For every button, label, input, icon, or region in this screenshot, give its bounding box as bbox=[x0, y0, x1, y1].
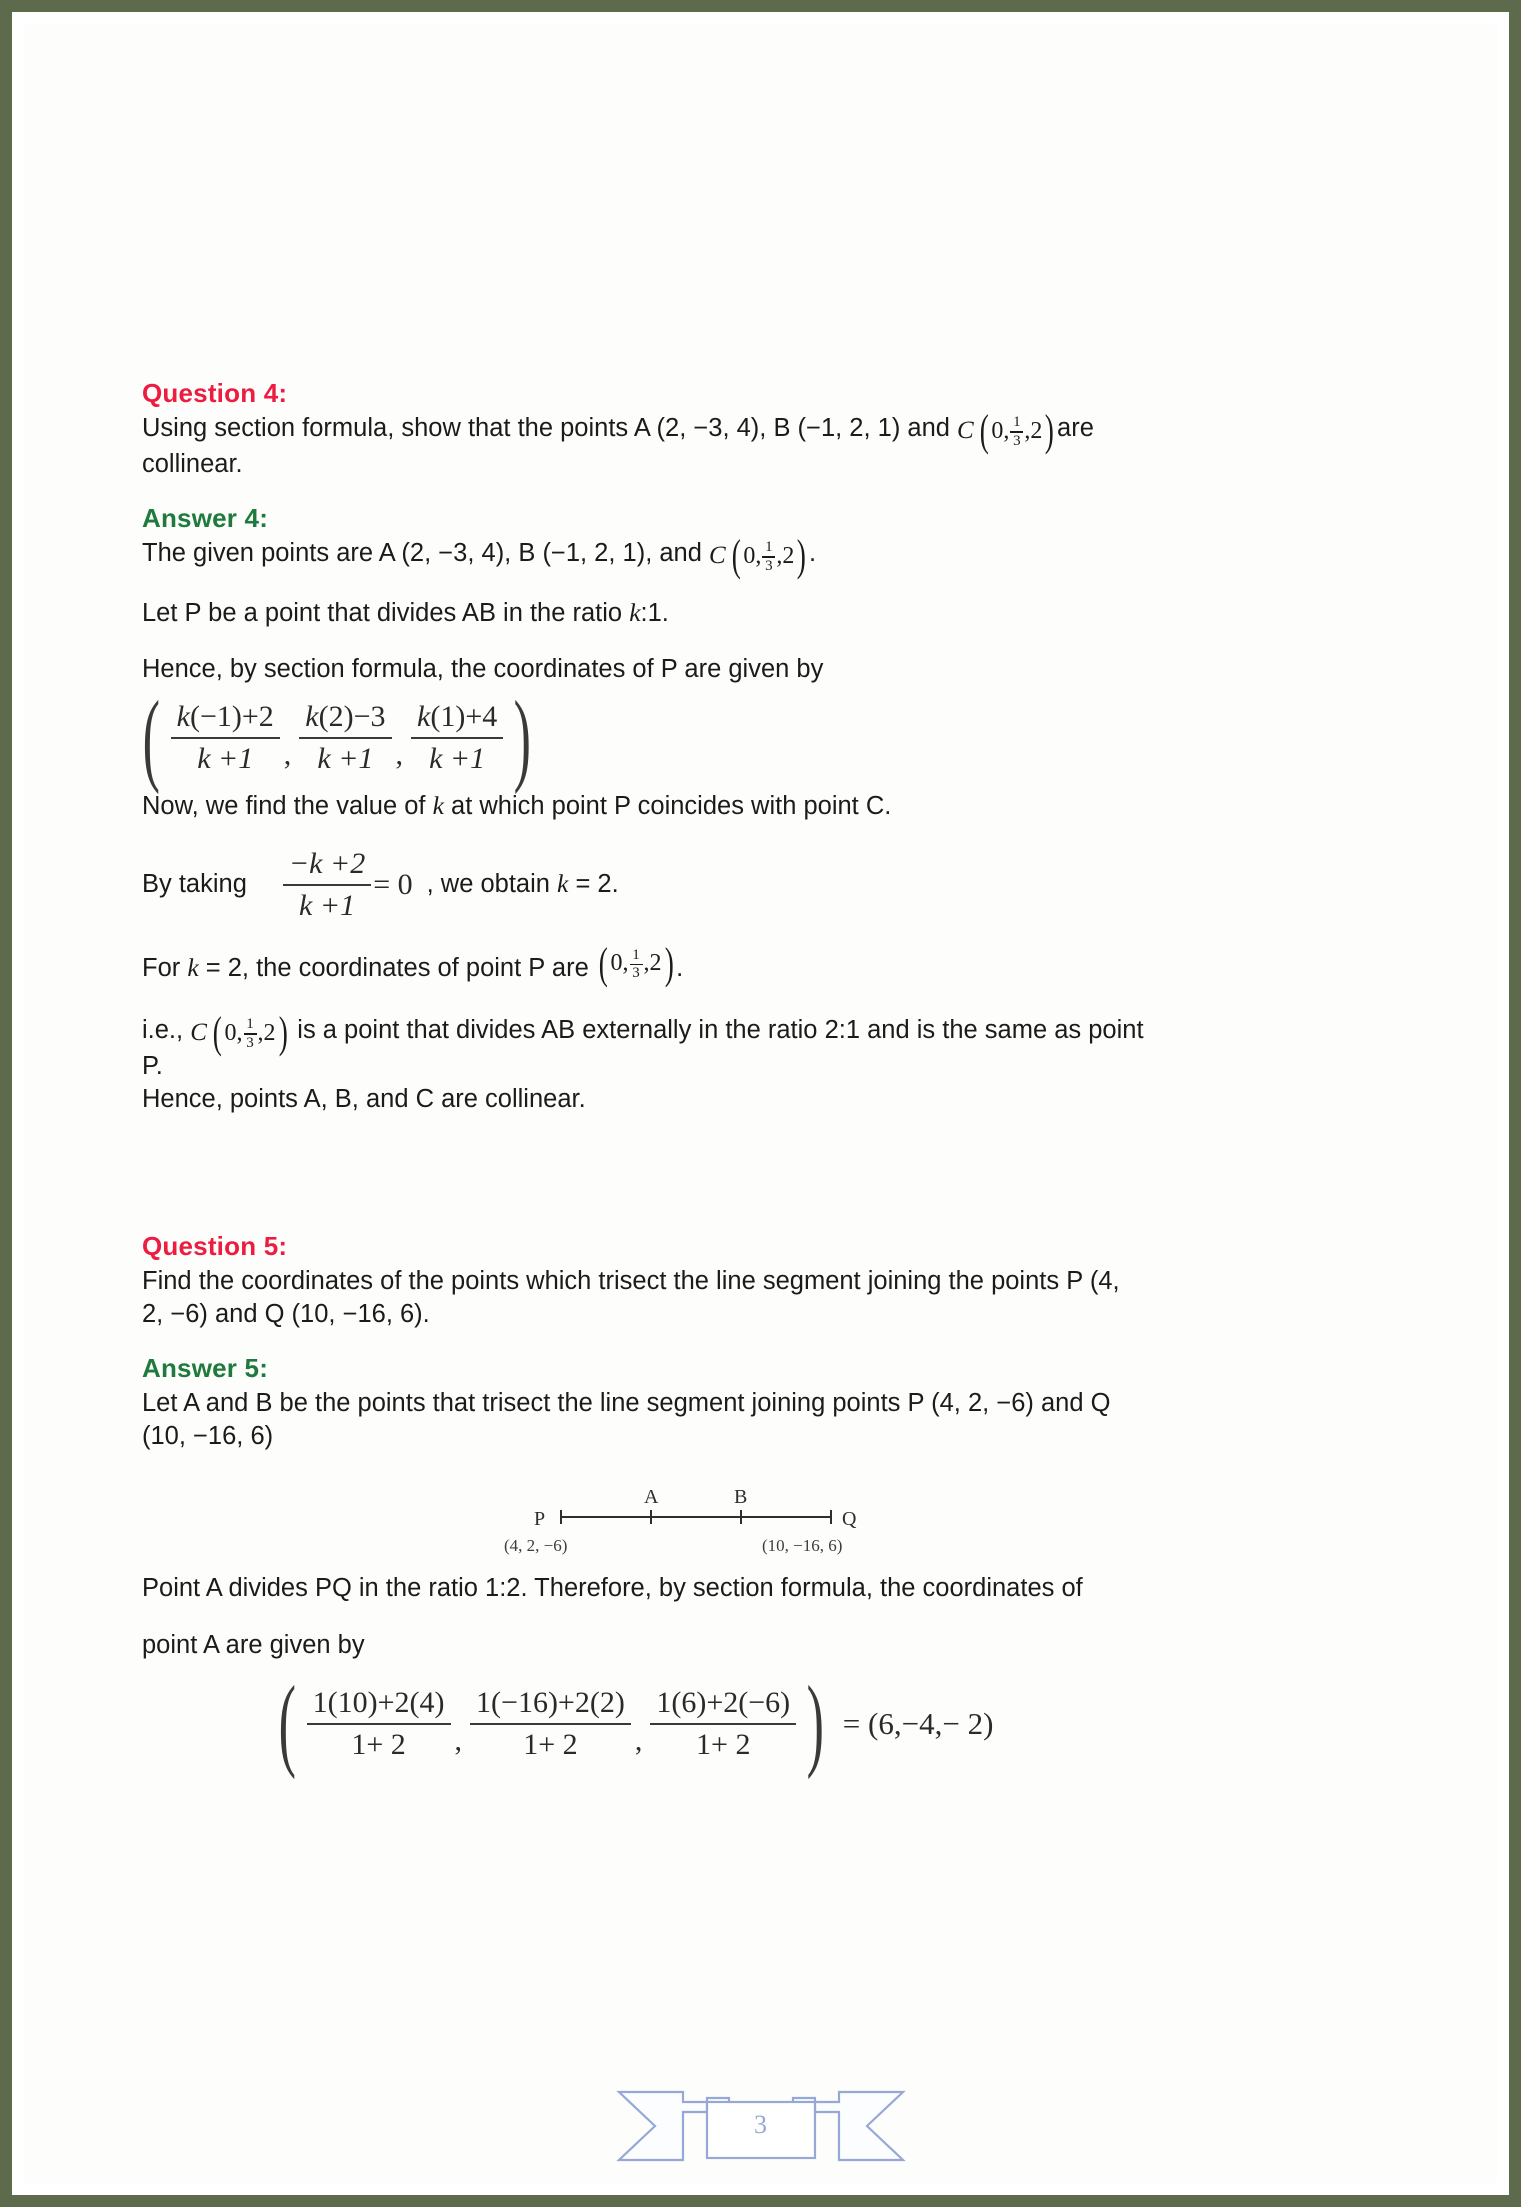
variable-k: k bbox=[187, 952, 199, 982]
answer-4-line-2 bbox=[142, 597, 1432, 630]
close-paren-icon: ) bbox=[664, 938, 674, 988]
formula3-term-z bbox=[650, 1686, 796, 1762]
trisect-segment-diagram bbox=[142, 1470, 1432, 1566]
formula3-term-x bbox=[307, 1686, 451, 1762]
point-a-section-formula bbox=[270, 1665, 1432, 1781]
fraction-denominator: 3 bbox=[246, 1034, 254, 1051]
equals-sign: = bbox=[842, 1705, 861, 1741]
open-paren-icon: ( bbox=[212, 1008, 222, 1058]
formula-term-y-numerator bbox=[299, 700, 391, 737]
fraction-denominator: 3 bbox=[765, 557, 773, 574]
question-4-text-part1: Using section formula, show that the points A (2, −3, 4), B (−1, 2, 1) and bbox=[142, 413, 958, 442]
label-p-coords: (4, 2, −6) bbox=[504, 1536, 568, 1556]
answer-4-line-1 bbox=[142, 531, 1432, 581]
ribbon-banner bbox=[611, 2076, 911, 2180]
c-first: 0, bbox=[224, 1019, 243, 1046]
answer-4-line-1-part1: The given points are A (2, −3, 4), B (−1, 2, 1), and bbox=[142, 539, 710, 568]
answer-4-line-6 bbox=[142, 938, 1432, 988]
answer-5-line-2: (10, −16, 6) bbox=[142, 1421, 274, 1450]
comma-separator: , bbox=[634, 1723, 643, 1757]
by-taking-label: By taking bbox=[142, 870, 247, 899]
formula3-term-x-denominator: 1+ 2 bbox=[351, 1727, 406, 1761]
period: . bbox=[676, 953, 684, 982]
formula3-term-z-denominator: 1+ 2 bbox=[696, 1727, 751, 1761]
we-obtain-text: , we obtain bbox=[426, 870, 558, 899]
c-last: ,2 bbox=[257, 1019, 276, 1046]
question-4-text-part2: are bbox=[1057, 413, 1094, 442]
formula3-term-y-denominator: 1+ 2 bbox=[523, 1727, 578, 1761]
answer-4-heading: Answer 4: bbox=[142, 503, 269, 534]
answer-4-line-2-part1: Let P be a point that divides AB in the ratio bbox=[142, 598, 630, 627]
comma-separator: , bbox=[454, 1723, 463, 1757]
fraction-one-third bbox=[244, 1017, 257, 1050]
fraction-one-third bbox=[762, 540, 775, 573]
c-point-notation-3 bbox=[190, 1008, 290, 1058]
c-last: ,2 bbox=[776, 542, 795, 569]
formula-term-z-numerator bbox=[411, 700, 503, 737]
c-first: 0, bbox=[743, 542, 762, 569]
c-label-3: C bbox=[190, 1019, 207, 1047]
question-4-heading: Question 4: bbox=[142, 378, 288, 408]
num-rest: (1)+4 bbox=[430, 700, 498, 734]
c-last: ,2 bbox=[1024, 417, 1043, 444]
answer-4-line-5-tail bbox=[427, 868, 619, 901]
p-tuple bbox=[611, 947, 662, 980]
comma-separator: , bbox=[395, 738, 404, 772]
fraction-one-third bbox=[630, 948, 643, 981]
question-5-line-1: Find the coordinates of the points which trisect the line segment joining the points P (4, bbox=[142, 1267, 1120, 1296]
c-tuple-3 bbox=[225, 1016, 276, 1049]
var-k: k bbox=[305, 700, 319, 734]
ratio-numerator: −k +2 bbox=[288, 846, 366, 880]
c-first: 0, bbox=[991, 417, 1010, 444]
fraction-denominator: 3 bbox=[1013, 432, 1021, 449]
c-point-notation-2 bbox=[709, 531, 809, 581]
tick-p bbox=[560, 1510, 562, 1524]
formula-term-z bbox=[411, 700, 503, 776]
formula-term-x bbox=[171, 700, 280, 776]
c-label-2: C bbox=[709, 542, 726, 570]
num-rest: (−1)+2 bbox=[189, 700, 274, 734]
formula-term-x-numerator bbox=[171, 700, 280, 737]
answer-4-line-1-part2: . bbox=[809, 539, 817, 568]
answer-5-line-3: Point A divides PQ in the ratio 1:2. Therefore, by section formula, the coordinates of bbox=[142, 1574, 1083, 1603]
formula3-term-z-numerator: 1(6)+2(−6) bbox=[656, 1685, 791, 1719]
variable-k: k bbox=[432, 791, 444, 821]
equals-zero: = 0 bbox=[373, 867, 413, 901]
open-paren-icon: ( bbox=[598, 938, 608, 988]
page-footer bbox=[24, 2076, 1497, 2180]
question-4-text-line2: collinear. bbox=[142, 449, 243, 478]
segment-line bbox=[560, 1516, 830, 1518]
label-q-coords: (10, −16, 6) bbox=[762, 1536, 843, 1556]
c-point-notation bbox=[957, 406, 1057, 456]
c-tuple bbox=[991, 414, 1042, 447]
answer-4-line-4-part2: at which point P coincides with point C. bbox=[443, 792, 892, 821]
question-4-text bbox=[142, 406, 1432, 456]
formula-term-y-denominator: k +1 bbox=[317, 742, 374, 776]
close-paren-icon: ) bbox=[513, 679, 532, 795]
tick-q bbox=[830, 1510, 832, 1524]
close-paren-icon: ) bbox=[278, 1008, 288, 1058]
fraction-numerator: 1 bbox=[632, 946, 640, 963]
formula3-term-x-numerator: 1(10)+2(4) bbox=[312, 1685, 445, 1719]
label-a: A bbox=[644, 1486, 659, 1509]
variable-k: k bbox=[629, 597, 641, 627]
p-first: 0, bbox=[610, 950, 629, 977]
c-tuple-2 bbox=[743, 539, 794, 572]
label-p: P bbox=[534, 1508, 546, 1531]
num-rest: (2)−3 bbox=[318, 700, 386, 734]
answer-4-line-5 bbox=[142, 847, 1432, 923]
answer-4-line-4 bbox=[142, 790, 1432, 823]
formula3-term-y bbox=[470, 1686, 631, 1762]
c-label: C bbox=[957, 416, 974, 444]
section-formula-coordinates bbox=[134, 679, 1432, 795]
formula3-result bbox=[843, 1706, 994, 1742]
comma-separator: , bbox=[283, 738, 292, 772]
open-paren-icon: ( bbox=[979, 406, 989, 456]
question-5-heading: Question 5: bbox=[142, 1231, 288, 1262]
open-paren-icon: ( bbox=[142, 679, 160, 795]
ratio-fraction bbox=[283, 847, 371, 923]
var-k: k bbox=[417, 700, 431, 734]
close-paren-icon: ) bbox=[806, 1665, 825, 1781]
open-paren-icon: ( bbox=[278, 1665, 296, 1781]
answer-4-line-4-part1: Now, we find the value of bbox=[142, 792, 433, 821]
tick-a bbox=[650, 1510, 652, 1524]
answer-4-line-7-text: is a point that divides AB externally in the ratio 2:1 and is the same as point bbox=[297, 1016, 1144, 1045]
p-coordinates-notation bbox=[596, 938, 676, 988]
page-sheet bbox=[24, 24, 1497, 2183]
fraction-numerator: 1 bbox=[246, 1016, 254, 1033]
tick-b bbox=[740, 1510, 742, 1524]
answer-4-line-3: Hence, by section formula, the coordinates of P are given by bbox=[142, 655, 824, 684]
fraction-numerator: 1 bbox=[1013, 414, 1021, 431]
answer-5-line-4: point A are given by bbox=[142, 1631, 365, 1660]
k-value-text: = 2. bbox=[568, 870, 619, 899]
formula-term-y bbox=[299, 700, 391, 776]
variable-k: k bbox=[557, 869, 569, 899]
answer-5-line-1: Let A and B be the points that trisect the line segment joining points P (4, 2, −6) and Q bbox=[142, 1389, 1111, 1418]
open-paren-icon: ( bbox=[731, 531, 741, 581]
fraction-one-third bbox=[1010, 415, 1023, 448]
formula-term-z-denominator: k +1 bbox=[429, 742, 486, 776]
ratio-equation bbox=[281, 847, 413, 923]
p-last: ,2 bbox=[643, 950, 662, 977]
segment-wrapper bbox=[504, 1482, 857, 1562]
answer-5-heading: Answer 5: bbox=[142, 1353, 269, 1384]
page-number: 3 bbox=[754, 2110, 767, 2139]
label-b: B bbox=[734, 1486, 748, 1509]
close-paren-icon: ) bbox=[797, 531, 807, 581]
answer-4-line-2-part2: :1. bbox=[640, 598, 669, 627]
result-tuple: (6,−4,− 2) bbox=[868, 1705, 994, 1741]
close-paren-icon: ) bbox=[1045, 406, 1055, 456]
answer-4-line-7 bbox=[142, 1008, 1432, 1058]
var-k: k bbox=[176, 700, 190, 734]
ratio-denominator: k +1 bbox=[299, 888, 356, 922]
ie-label: i.e., bbox=[142, 1016, 191, 1045]
label-q: Q bbox=[842, 1508, 857, 1531]
formula3-term-y-numerator: 1(−16)+2(2) bbox=[476, 1685, 625, 1719]
question-5-line-2: 2, −6) and Q (10, −16, 6). bbox=[142, 1299, 430, 1328]
page-content bbox=[142, 378, 1432, 1781]
fraction-numerator: 1 bbox=[765, 539, 773, 556]
answer-4-line-6-part2: = 2, the coordinates of point P are bbox=[198, 953, 596, 982]
for-label: For bbox=[142, 953, 188, 982]
answer-4-line-8: P. bbox=[142, 1051, 163, 1080]
answer-4-line-9: Hence, points A, B, and C are collinear. bbox=[142, 1084, 586, 1113]
formula-term-x-denominator: k +1 bbox=[197, 742, 254, 776]
fraction-denominator: 3 bbox=[632, 965, 640, 982]
